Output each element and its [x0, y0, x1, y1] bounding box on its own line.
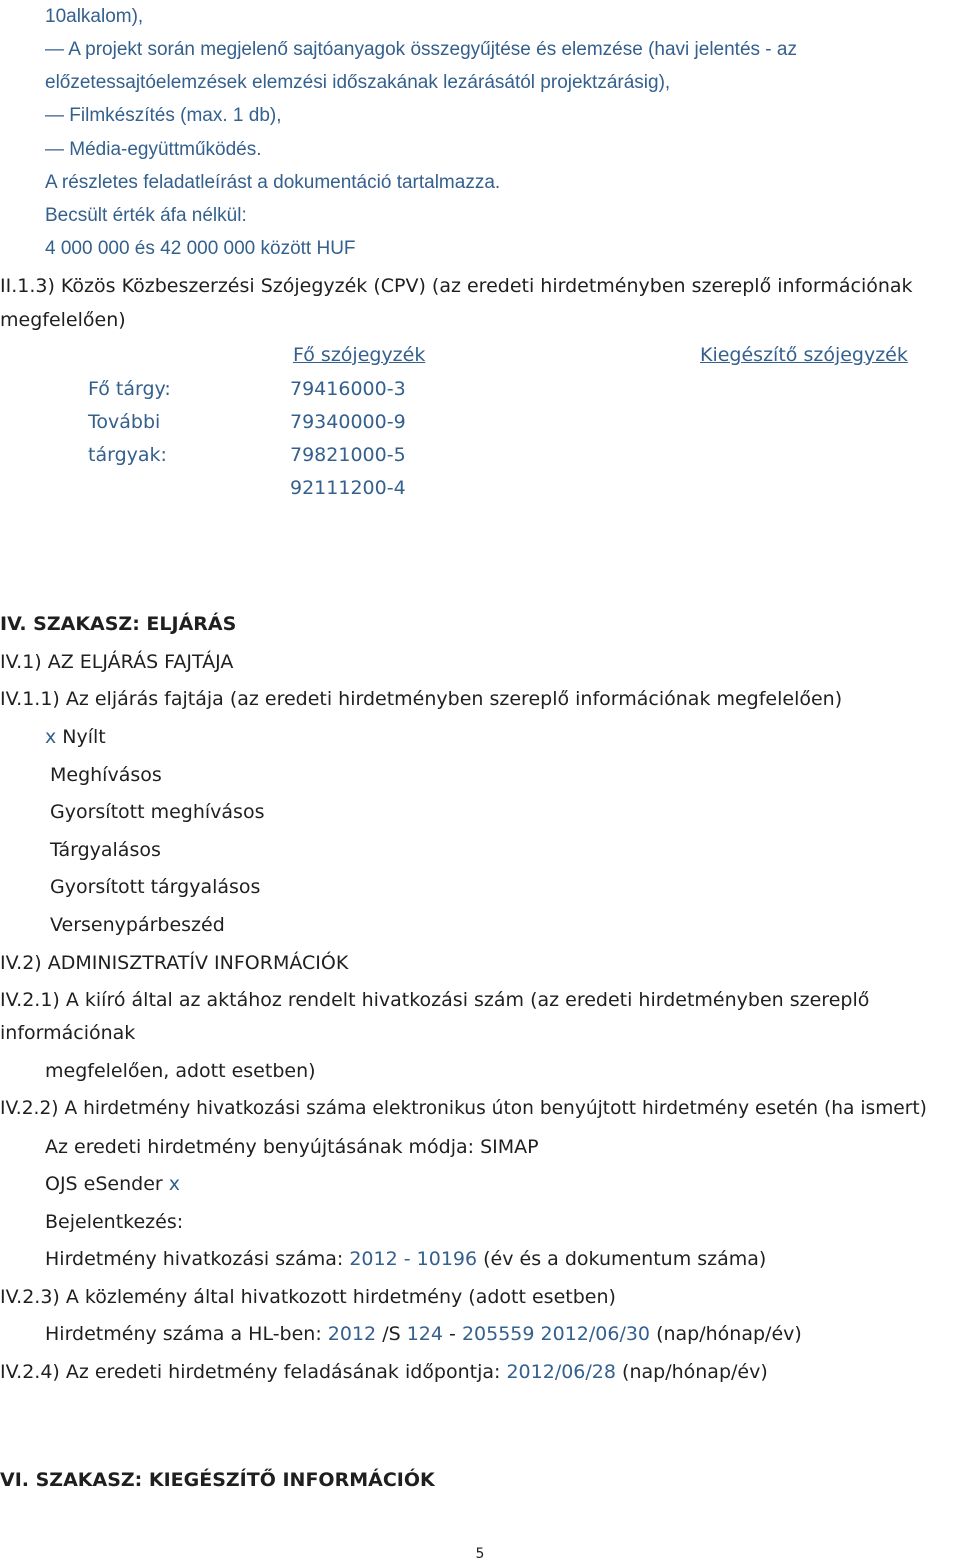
section-iv-2-heading: IV.2) ADMINISZTRATÍV INFORMÁCIÓK: [0, 952, 349, 974]
dispatch-date-suffix: (nap/hónap/év): [622, 1361, 768, 1383]
procedure-option: Versenypárbeszéd: [50, 914, 225, 936]
other-subjects-label: További: [88, 411, 161, 433]
cpv-code: 92111200-4: [290, 477, 406, 499]
ojs-esender-line: [45, 1172, 180, 1196]
procedure-option: Gyorsított tárgyalásos: [50, 876, 261, 898]
login-label: Bejelentkezés:: [45, 1211, 184, 1233]
ref-suffix: (év és a dokumentum száma): [483, 1248, 767, 1270]
dispatch-date: 2012/06/28: [506, 1361, 616, 1383]
section-iv-1-heading: IV.1) AZ ELJÁRÁS FAJTÁJA: [0, 651, 234, 673]
page-number: 5: [475, 1546, 485, 1562]
dispatch-date-label: IV.2.4) Az eredeti hirdetmény feladásának időpontja:: [0, 1361, 501, 1383]
procedure-option: Gyorsított meghívásos: [50, 801, 265, 823]
notice-reference-line: [45, 1247, 766, 1271]
text-line: előzetessajtóelemzések elemzési időszakának lezárásától projektzárásig),: [45, 72, 671, 93]
hl-dash: -: [449, 1323, 456, 1345]
section-iv-title: IV. SZAKASZ: ELJÁRÁS: [0, 613, 237, 635]
hl-number: 205559: [461, 1323, 535, 1345]
text-line: A részletes feladatleírást a dokumentáció tartalmazza.: [45, 172, 501, 193]
oj-notice-line: [45, 1322, 802, 1346]
section-iv-2-1-heading-cont: információnak: [0, 1022, 136, 1044]
text-line: — Média-együttműködés.: [45, 139, 262, 160]
submission-mode: Az eredeti hirdetmény benyújtásának módja: SIMAP: [45, 1136, 539, 1158]
cpv-heading-cont: megfelelően): [0, 309, 126, 331]
option-label: Nyílt: [62, 726, 106, 748]
cpv-main-column-header: Fő szójegyzék: [293, 344, 426, 366]
section-iv-2-3-heading: IV.2.3) A közlemény által hivatkozott hirdetmény (adott esetben): [0, 1286, 616, 1308]
procedure-option: Meghívásos: [50, 764, 162, 786]
ref-label: Hirdetmény hivatkozási száma:: [45, 1248, 344, 1270]
selected-mark: x: [45, 726, 57, 748]
hl-suffix: (nap/hónap/év): [656, 1323, 802, 1345]
cpv-code: 79416000-3: [290, 378, 406, 400]
ref-sep: -: [403, 1248, 411, 1270]
selected-mark: x: [168, 1173, 180, 1195]
cpv-code: 79340000-9: [290, 411, 406, 433]
other-subjects-label-cont: tárgyak:: [88, 444, 167, 466]
hl-s: /S: [382, 1323, 401, 1345]
hl-label: Hirdetmény száma a HL-ben:: [45, 1323, 322, 1345]
ref-number: 10196: [416, 1248, 478, 1270]
hl-date: 2012/06/30: [540, 1323, 651, 1345]
hl-issue: 124: [406, 1323, 443, 1345]
cpv-supplementary-column-header: Kiegészítő szójegyzék: [700, 344, 908, 366]
text-line: — Filmkészítés (max. 1 db),: [45, 105, 282, 126]
section-vi-title: VI. SZAKASZ: KIEGÉSZÍTŐ INFORMÁCIÓK: [0, 1469, 435, 1491]
main-subject-label: Fő tárgy:: [88, 378, 171, 400]
cpv-code: 79821000-5: [290, 444, 406, 466]
text-line: Becsült érték áfa nélkül:: [45, 205, 247, 226]
procedure-option-open: [45, 725, 106, 749]
cpv-heading: II.1.3) Közös Közbeszerzési Szójegyzék (CPV) (az eredeti hirdetményben szereplő információnak: [0, 275, 913, 297]
estimated-value: 4 000 000 és 42 000 000 között HUF: [45, 238, 356, 259]
section-iv-2-1-heading-cont: megfelelően, adott esetben): [45, 1060, 316, 1082]
text-line: — A projekt során megjelenő sajtóanyagok összegyűjtése és elemzése (havi jelentés - az: [45, 39, 797, 60]
section-iv-2-2-heading: IV.2.2) A hirdetmény hivatkozási száma elektronikus úton benyújtott hirdetmény esetén (ha ismert): [0, 1098, 927, 1119]
procedure-option: Tárgyalásos: [50, 839, 161, 861]
text-line: 10alkalom),: [45, 6, 144, 27]
ref-year: 2012: [349, 1248, 398, 1270]
section-iv-1-1-heading: IV.1.1) Az eljárás fajtája (az eredeti hirdetményben szereplő információnak megfelelően): [0, 688, 843, 710]
section-iv-2-1-heading: IV.2.1) A kiíró által az aktához rendelt hivatkozási szám (az eredeti hirdetményben szereplő: [0, 989, 870, 1011]
ojs-label: OJS eSender: [45, 1173, 163, 1195]
section-iv-2-4-line: [0, 1360, 768, 1384]
hl-year: 2012: [327, 1323, 377, 1345]
